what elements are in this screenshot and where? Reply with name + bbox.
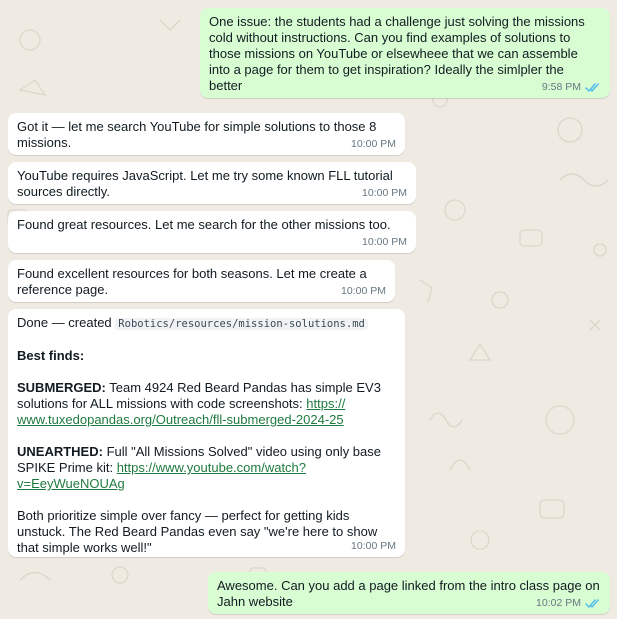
message-time: 10:00 PM xyxy=(341,285,386,297)
unearthed-link-part-2[interactable]: v=EeyWueNOUAg xyxy=(17,476,125,491)
best-finds-heading: Best finds: xyxy=(17,348,85,363)
submerged-link-part-2[interactable]: www.tuxedopandas.org/Outreach/fll-submerged-2024-25 xyxy=(17,412,344,427)
double-check-icon xyxy=(585,598,601,609)
message-text: Found excellent resources for both seasons. Let me create a reference page. xyxy=(17,266,367,297)
message-meta xyxy=(362,185,407,201)
message-meta xyxy=(362,234,407,250)
message-time: 10:00 PM xyxy=(362,187,407,199)
message-incoming[interactable] xyxy=(8,211,416,253)
message-text: Awesome. Can you add a page linked from the intro class page on Jahn website xyxy=(217,578,600,609)
submerged-label: SUBMERGED: xyxy=(17,380,106,395)
message-time: 10:00 PM xyxy=(362,236,407,248)
message-time: 9:58 PM xyxy=(541,81,581,93)
message-outgoing[interactable] xyxy=(200,8,610,98)
message-meta xyxy=(536,595,601,611)
unearthed-text: Full "All Missions Solved" video using only base SPIKE Prime kit: xyxy=(17,444,381,475)
submerged-text: Team 4924 Red Beard Pandas has simple EV3 solutions for ALL missions with code screenshots: xyxy=(17,380,381,411)
double-check-icon xyxy=(585,82,601,93)
message-incoming[interactable] xyxy=(8,260,395,302)
closing-line-3: that simple works well!" xyxy=(17,540,152,555)
submerged-link-part-1[interactable]: https:// xyxy=(306,396,346,411)
message-intro: Done — created xyxy=(17,315,112,330)
message-text: One issue: the students had a challenge just solving the missions cold without instructions. Can you find examples of solutions to those missions on YouTube or elsewheee that we can assemble into a page for them to get inspiration? Ideally the simlpler the better xyxy=(209,14,585,93)
message-outgoing[interactable] xyxy=(208,572,610,614)
message-meta xyxy=(351,538,396,554)
message-text: YouTube requires JavaScript. Let me try some known FLL tutorial sources directly. xyxy=(17,168,393,199)
message-incoming[interactable] xyxy=(8,113,405,155)
message-text: Got it — let me search YouTube for simple solutions to those 8 missions. xyxy=(17,119,377,150)
message-meta xyxy=(542,79,601,95)
message-incoming[interactable] xyxy=(8,309,405,557)
message-text xyxy=(17,315,396,556)
closing-line-1: Both prioritize simple over fancy — perfect for getting kids xyxy=(17,508,350,523)
message-meta xyxy=(351,136,396,152)
message-text: Found great resources. Let me search for the other missions too. xyxy=(17,217,391,232)
message-time: 10:00 PM xyxy=(351,138,396,150)
message-time: 10:02 PM xyxy=(536,597,581,609)
unearthed-link-part-1[interactable]: https://www.youtube.com/watch? xyxy=(116,460,307,475)
message-meta xyxy=(341,283,386,299)
message-time: 10:00 PM xyxy=(351,540,396,552)
closing-line-2: unstuck. The Red Beard Pandas even say "we're here to show xyxy=(17,524,378,539)
unearthed-label: UNEARTHED: xyxy=(17,444,103,459)
file-path-code: Robotics/resources/mission-solutions.md xyxy=(115,318,368,330)
message-incoming[interactable] xyxy=(8,162,416,204)
